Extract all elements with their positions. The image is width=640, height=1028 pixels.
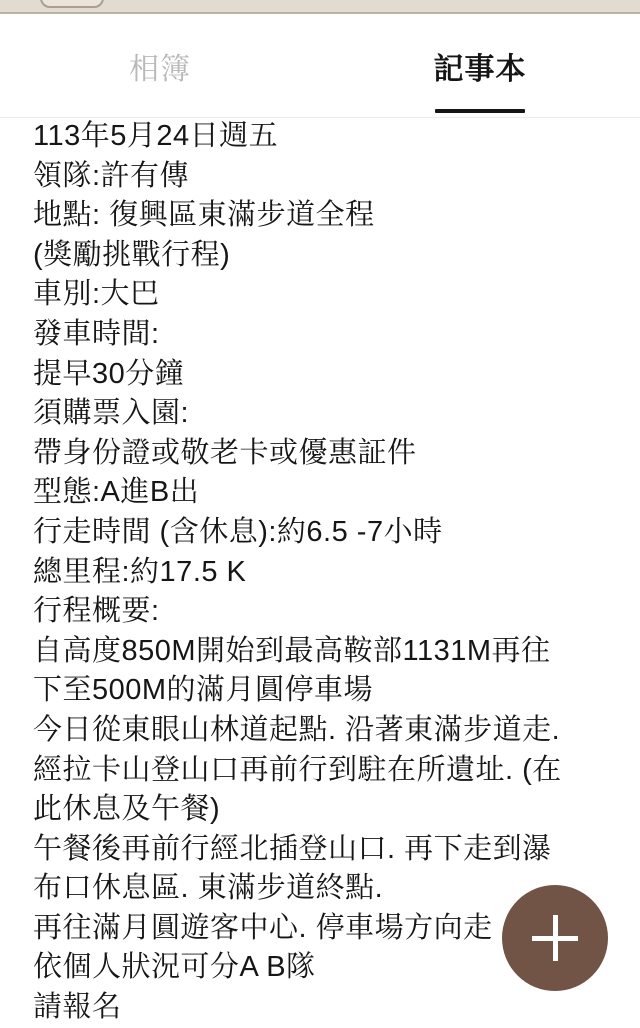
note-line: 經拉卡山登山口再前行到駐在所遺址. (在	[33, 753, 562, 786]
tab-album-label: 相簿	[129, 52, 191, 86]
note-line: 下至500M的滿月圓停車場	[33, 674, 374, 707]
note-line: 布口休息區. 東滿步道終點.	[33, 872, 384, 905]
note-line: 再往滿月圓遊客中心. 停車場方向走	[33, 911, 493, 944]
note-line: 型態:A進B出	[33, 476, 200, 509]
tab-album[interactable]	[0, 14, 320, 117]
note-line: 須購票入園:	[33, 397, 190, 430]
note-line: 午餐後再前行經北插登山口. 再下走到瀑	[33, 832, 552, 865]
note-line: (獎勵挑戰行程)	[33, 238, 231, 271]
note-line: 提早30分鐘	[33, 357, 185, 390]
note-line: 請報名	[33, 991, 122, 1024]
add-note-button[interactable]	[502, 885, 608, 991]
note-line: 113年5月24日週五	[33, 120, 279, 152]
note-line: 總里程:約17.5 K	[33, 555, 247, 588]
tab-notebook-label: 記事本	[433, 52, 527, 86]
note-line: 帶身份證或敬老卡或優惠証件	[33, 436, 417, 469]
status-bar	[0, 0, 640, 14]
plus-icon	[532, 915, 578, 961]
note-line: 發車時間:	[33, 317, 160, 350]
active-tab-underline	[435, 109, 525, 113]
note-line: 地點: 復興區東滿步道全程	[33, 199, 375, 232]
note-line: 車別:大巴	[33, 278, 160, 311]
clipped-pill-button	[40, 0, 104, 8]
note-line: 此休息及午餐)	[33, 793, 221, 826]
note-line: 今日從東眼山林道起點. 沿著東滿步道走.	[33, 713, 561, 746]
note-line: 領隊:許有傳	[33, 159, 190, 192]
tab-bar	[0, 14, 640, 118]
tab-notebook[interactable]	[320, 14, 640, 117]
note-line: 行走時間 (含休息):約6.5 -7小時	[33, 515, 443, 548]
note-line: 自高度850M開始到最高鞍部1131M再往	[33, 634, 551, 667]
note-line: 依個人狀況可分A B隊	[33, 951, 316, 984]
note-line: 行程概要:	[33, 595, 160, 628]
